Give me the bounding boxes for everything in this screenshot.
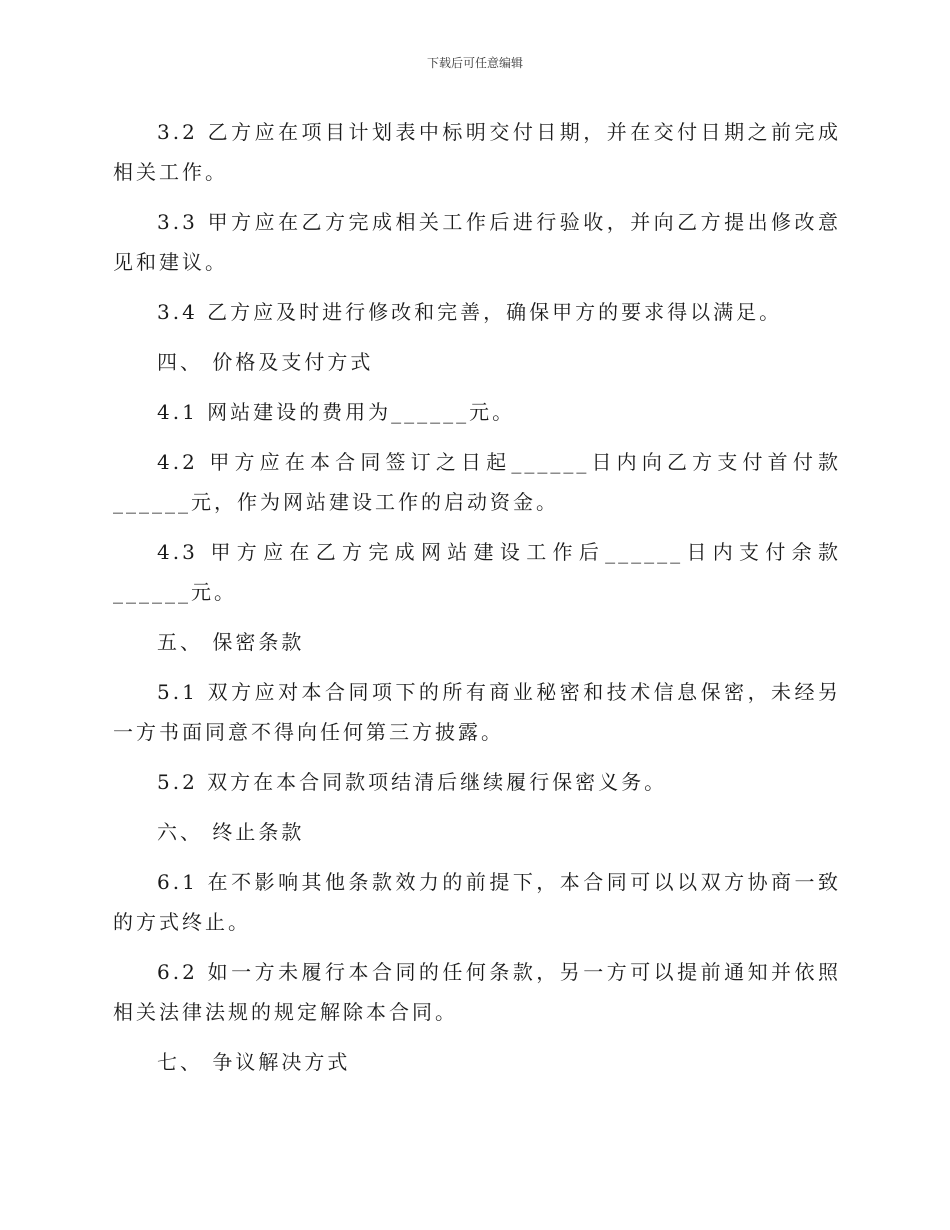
section-heading-5: 五、 保密条款 [157,630,305,654]
section-heading-6: 六、 终止条款 [157,820,305,844]
document-body [113,112,841,1092]
clause-3-2: 3.2 乙方应在项目计划表中标明交付日期，并在交付日期之前完成相关工作。 [113,120,841,184]
clause-5-1: 5.1 双方应对本合同项下的所有商业秘密和技术信息保密，未经另一方书面同意不得向任何第三方披露。 [113,680,841,744]
section-heading-4: 四、 价格及支付方式 [157,350,374,374]
clause-6-1: 6.1 在不影响其他条款效力的前提下，本合同可以以双方协商一致的方式终止。 [113,870,841,934]
clause-4-3: 4.3 甲方应在乙方完成网站建设工作后______日内支付余款______元。 [113,540,841,604]
clause-5-2: 5.2 双方在本合同款项结清后继续履行保密义务。 [157,770,668,794]
clause-4-1: 4.1 网站建设的费用为______元。 [157,400,516,424]
clause-6-2: 6.2 如一方未履行本合同的任何条款，另一方可以提前通知并依照相关法律法规的规定解除本合同。 [113,960,841,1024]
clause-4-2: 4.2 甲方应在本合同签订之日起______日内向乙方支付首付款______元，作为网站建设工作的启动资金。 [113,450,841,514]
clause-3-3: 3.3 甲方应在乙方完成相关工作后进行验收，并向乙方提出修改意见和建议。 [113,210,841,274]
page-header: 下载后可任意编辑 [426,56,523,70]
clause-3-4: 3.4 乙方应及时进行修改和完善，确保甲方的要求得以满足。 [157,300,783,324]
section-heading-7: 七、 争议解决方式 [157,1050,351,1074]
